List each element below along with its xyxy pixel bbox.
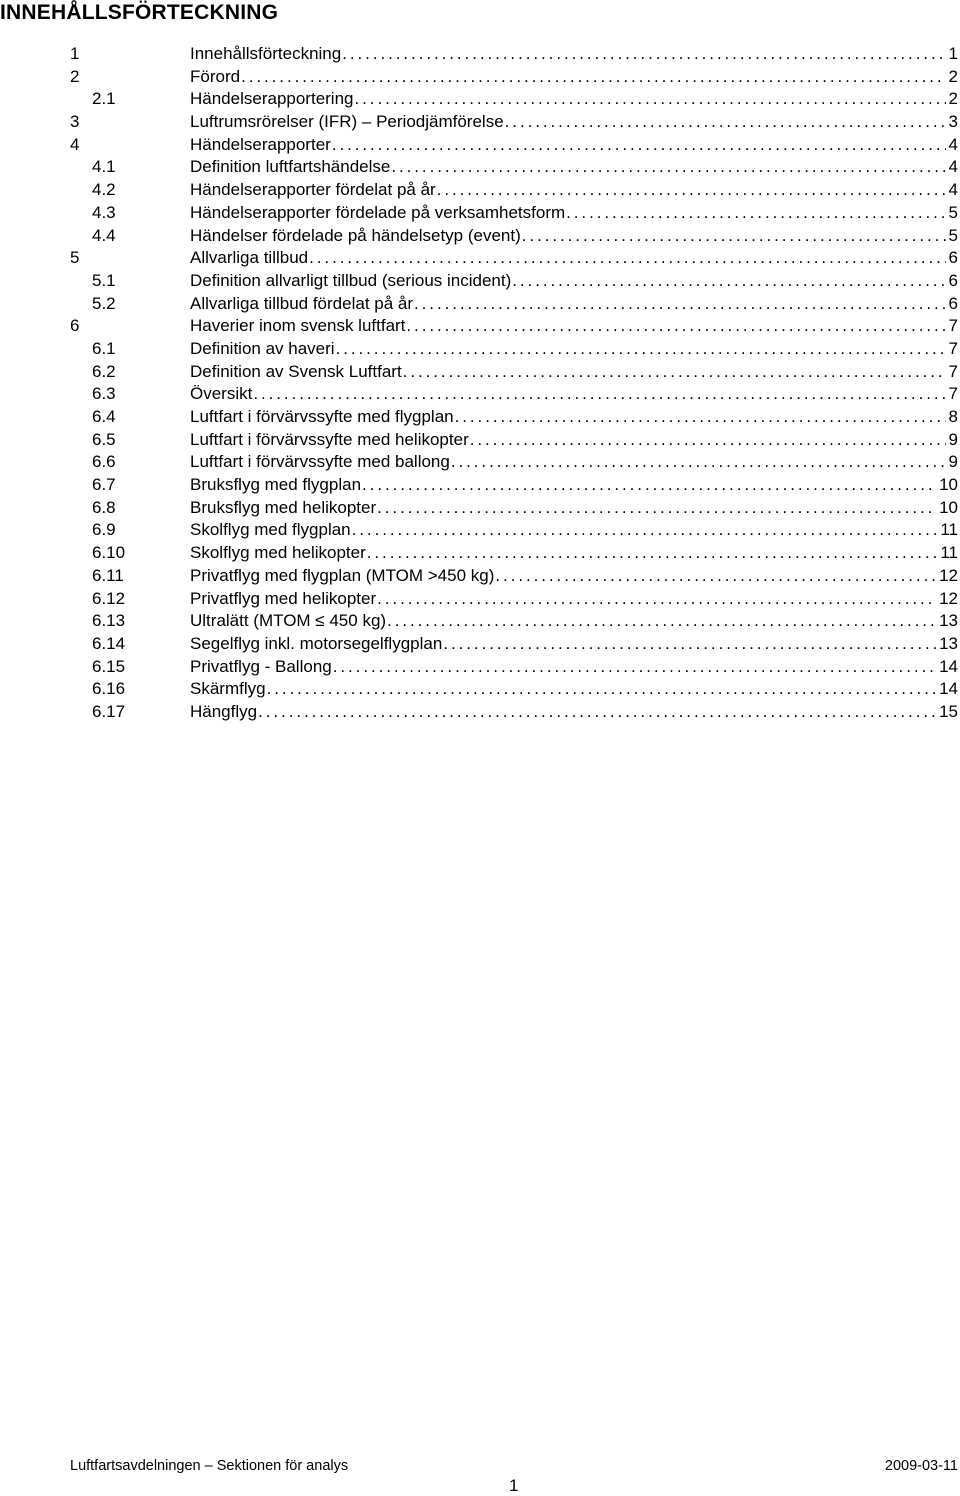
toc-entry-line [190,179,958,202]
toc-entry-page: 7 [946,361,958,384]
toc-entry-number: 4.3 [92,202,116,222]
toc-entry-title[interactable]: Händelserapporter fördelade på verksamhetsform [190,202,565,225]
toc-entry-title[interactable]: Privatflyg - Ballong [190,656,332,679]
toc-dot-leader [386,610,936,633]
toc-entry[interactable] [0,678,960,701]
toc-entry[interactable] [0,111,960,134]
toc-entry[interactable] [0,293,960,316]
toc-entry-page: 4 [946,179,958,202]
toc-entry-page: 15 [936,701,958,724]
toc-dot-leader [402,361,946,384]
toc-entry-title[interactable]: Luftfart i förvärvssyfte med helikopter [190,429,469,452]
toc-entry-title[interactable]: Luftfart i förvärvssyfte med ballong [190,451,450,474]
toc-dot-leader [331,134,946,157]
toc-entry-number: 6.17 [92,701,126,721]
toc-dot-leader [335,338,946,361]
toc-entry[interactable] [0,429,960,452]
toc-entry-number: 6.7 [92,475,116,495]
toc-entry[interactable] [0,633,960,656]
toc-dot-leader [521,225,946,248]
toc-entry-page: 11 [937,519,958,542]
toc-entry-page: 9 [946,429,958,452]
toc-entry-line [190,383,958,406]
toc-entry-line [190,202,958,225]
toc-entry-line [190,406,958,429]
page-title: INNEHÅLLSFÖRTECKNING [0,1,279,24]
toc-entry-page: 14 [936,656,958,679]
toc-entry-page: 8 [946,406,958,429]
toc-entry-page: 1 [946,43,958,66]
toc-dot-leader [454,406,946,429]
toc-entry-line [190,565,958,588]
toc-entry-page: 6 [946,247,958,270]
toc-entry[interactable] [0,565,960,588]
toc-entry-page: 6 [946,293,958,316]
toc-entry[interactable] [0,338,960,361]
toc-entry-number: 4.2 [92,180,116,200]
toc-dot-leader [442,633,936,656]
toc-entry-line [190,43,958,66]
toc-entry-title[interactable]: Skolflyg med helikopter [190,542,366,565]
toc-dot-leader [351,519,938,542]
toc-entry-title[interactable]: Händelser fördelade på händelsetyp (event) [190,225,521,248]
toc-dot-leader [450,451,946,474]
toc-entry-title[interactable]: Segelflyg inkl. motorsegelflygplan [190,633,442,656]
toc-entry-title[interactable]: Skärmflyg [190,678,266,701]
toc-dot-leader [469,429,946,452]
toc-dot-leader [405,315,945,338]
toc-entry-title[interactable]: Översikt [190,383,252,406]
toc-entry-number: 2.1 [92,89,116,109]
toc-dot-leader [361,474,936,497]
toc-entry-line [190,610,958,633]
toc-entry-line [190,66,958,89]
toc-entry-title[interactable]: Hängflyg [190,701,257,724]
toc-entry-title[interactable]: Bruksflyg med flygplan [190,474,361,497]
toc-entry-page: 7 [946,315,958,338]
toc-entry[interactable] [0,66,960,89]
toc-entry-title[interactable]: Skolflyg med flygplan [190,519,351,542]
toc-entry[interactable] [0,179,960,202]
toc-entry-page: 12 [936,565,958,588]
toc-entry[interactable] [0,134,960,157]
toc-entry-title[interactable]: Allvarliga tillbud fördelat på år [190,293,413,316]
toc-entry-line [190,497,958,520]
toc-entry-line [190,474,958,497]
toc-entry-title[interactable]: Händelserapporter fördelat på år [190,179,436,202]
toc-entry-line [190,542,958,565]
toc-entry[interactable] [0,656,960,679]
toc-entry-title[interactable]: Ultralätt (MTOM ≤ 450 kg) [190,610,386,633]
toc-entry-number: 6.15 [92,656,126,676]
toc-entry-number: 4 [70,134,80,154]
toc-entry-number: 6.5 [92,429,116,449]
toc-entry[interactable] [0,156,960,179]
page-number: 1 [509,1476,519,1495]
toc-entry[interactable] [0,542,960,565]
toc-entry-page: 4 [946,156,958,179]
toc-dot-leader [376,588,936,611]
toc-entry[interactable] [0,497,960,520]
toc-entry-page: 11 [937,542,958,565]
toc-entry-title[interactable]: Definition av haveri [190,338,335,361]
toc-entry-title[interactable]: Innehållsförteckning [190,43,341,66]
toc-entry-line [190,656,958,679]
toc-entry[interactable] [0,315,960,338]
toc-entry-line [190,111,958,134]
toc-entry-number: 6.3 [92,384,116,404]
toc-entry-page: 7 [946,383,958,406]
toc-dot-leader [341,43,945,66]
toc-entry-line [190,247,958,270]
toc-entry-title[interactable]: Privatflyg med flygplan (MTOM >450 kg) [190,565,494,588]
toc-entry-number: 4.1 [92,157,116,177]
toc-entry-line [190,293,958,316]
toc-entry[interactable] [0,701,960,724]
toc-entry-number: 6.4 [92,407,116,426]
toc-entry-line [190,338,958,361]
toc-dot-leader [240,66,945,89]
toc-entry-page: 6 [946,270,958,293]
toc-entry-number: 2 [70,66,80,86]
toc-entry[interactable] [0,588,960,611]
toc-entry-number: 5 [70,248,80,268]
toc-entry-page: 4 [946,134,958,157]
toc-dot-leader [257,701,936,724]
toc-dot-leader [390,156,945,179]
toc-entry-page: 10 [936,497,958,520]
toc-dot-leader [565,202,945,225]
toc-entry[interactable] [0,270,960,293]
toc-entry-title[interactable]: Luftrumsrörelser (IFR) – Periodjämförelse [190,111,504,134]
toc-entry-page: 12 [936,588,958,611]
toc-entry-page: 5 [946,225,958,248]
toc-entry-number: 6.11 [92,565,124,585]
toc-dot-leader [504,111,946,134]
toc-entry-page: 2 [946,66,958,89]
toc-entry-page: 10 [936,474,958,497]
toc-entry-line [190,361,958,384]
toc-entry-number: 6.2 [92,361,116,381]
toc-entry-line [190,633,958,656]
toc-entry-number: 6.9 [92,520,116,540]
toc-entry-title[interactable]: Definition allvarligt tillbud (serious incident) [190,270,511,293]
toc-entry-title[interactable]: Luftfart i förvärvssyfte med flygplan [190,406,454,429]
toc-entry[interactable] [0,519,960,542]
toc-entry-line [190,701,958,724]
toc-entry-line [190,429,958,452]
toc-entry-number: 5.1 [92,270,116,290]
toc-entry-number: 6.12 [92,588,126,608]
toc-entry-title[interactable]: Händelserapportering [190,88,354,111]
footer-organization: Luftfartsavdelningen – Sektionen för analys [70,1458,349,1474]
toc-entry[interactable] [0,474,960,497]
toc-entry-number: 6.13 [92,611,126,631]
toc-dot-leader [413,293,946,316]
toc-entry-line [190,451,958,474]
toc-entry[interactable] [0,88,960,111]
toc-entry-number: 4.4 [92,225,116,245]
toc-dot-leader [252,383,945,406]
toc-dot-leader [511,270,945,293]
toc-entry-page: 13 [936,633,958,656]
toc-entry-number: 6.6 [92,452,116,472]
toc-entry[interactable] [0,610,960,633]
toc-entry-page: 13 [936,610,958,633]
toc-entry-title[interactable]: Haverier inom svensk luftfart [190,315,405,338]
toc-entry-number: 6.14 [92,633,126,653]
toc-entry-page: 3 [946,111,958,134]
toc-entry-title[interactable]: Allvarliga tillbud [190,247,308,270]
toc-entry-page: 7 [946,338,958,361]
toc-entry-title[interactable]: Händelserapporter [190,134,331,157]
toc-entry[interactable] [0,202,960,225]
toc-entry-number: 6.10 [92,543,126,563]
toc-dot-leader [266,678,937,701]
toc-dot-leader [436,179,946,202]
toc-entry[interactable] [0,247,960,270]
toc-entry-page: 9 [946,451,958,474]
toc-entry[interactable] [0,406,960,429]
toc-entry[interactable] [0,383,960,406]
toc-entry-line [190,519,958,542]
toc-entry-title[interactable]: Förord [190,66,240,89]
toc-entry-line [190,315,958,338]
toc-entry-line [190,225,958,248]
toc-entry-title[interactable]: Bruksflyg med helikopter [190,497,376,520]
toc-entry-page: 14 [936,678,958,701]
toc-entry-number: 3 [70,112,80,132]
toc-entry-number: 6.1 [92,338,116,358]
toc-entry-title[interactable]: Definition luftfartshändelse [190,156,390,179]
toc-entry-number: 5.2 [92,293,116,313]
table-of-contents [0,43,960,724]
toc-entry-title[interactable]: Definition av Svensk Luftfart [190,361,402,384]
toc-entry-number: 6.16 [92,679,126,699]
toc-entry[interactable] [0,225,960,248]
toc-entry-number: 6 [70,316,80,336]
toc-entry-line [190,270,958,293]
toc-dot-leader [376,497,936,520]
toc-entry-number: 6.8 [92,497,116,517]
toc-entry[interactable] [0,451,960,474]
toc-entry-number: 1 [70,44,80,63]
toc-entry-page: 2 [946,88,958,111]
toc-dot-leader [494,565,936,588]
toc-entry-title[interactable]: Privatflyg med helikopter [190,588,376,611]
toc-entry-line [190,156,958,179]
toc-dot-leader [332,656,936,679]
footer-date: 2009-03-11 [884,1458,958,1474]
toc-entry-page: 5 [946,202,958,225]
toc-entry[interactable] [0,43,960,66]
toc-dot-leader [366,542,938,565]
toc-entry-line [190,134,958,157]
toc-entry-line [190,678,958,701]
toc-dot-leader [308,247,945,270]
toc-entry-line [190,588,958,611]
toc-entry[interactable] [0,361,960,384]
toc-entry-line [190,88,958,111]
toc-dot-leader [354,88,946,111]
